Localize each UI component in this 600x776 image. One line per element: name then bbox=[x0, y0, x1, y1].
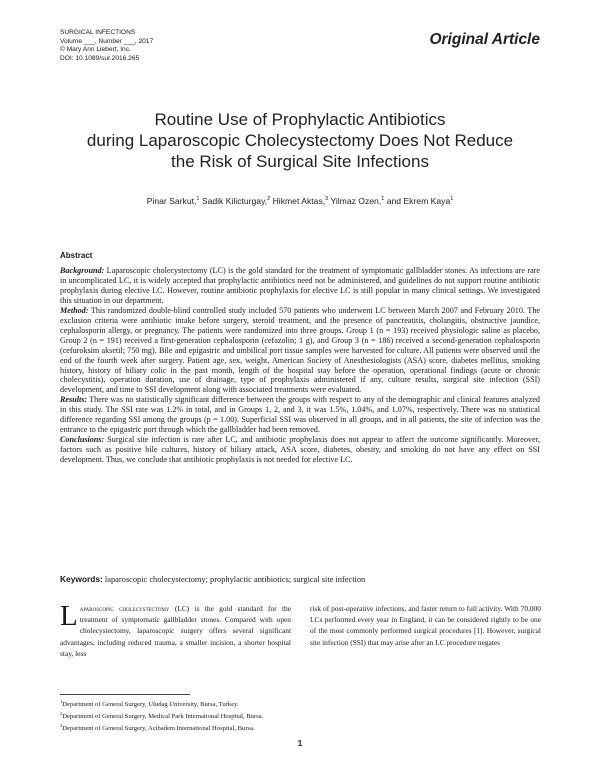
body-column-right bbox=[310, 603, 541, 648]
keywords-label: Keywords: bbox=[60, 574, 103, 584]
footnote: $^1$Department of General Surgery, Uludag University, Bursa, Turkey. bbox=[60, 699, 239, 709]
abstract-method: Method: This randomized double-blind controlled study included 570 patients who underwent LC between March 2007 and February 2010. The exclusion criteria were antibiotic intake before surgery, steroid treatment, and the presence of pancreatitis, cholangitis, obstructive jaundice, cephalosporin allergy, or pregnancy. The patients were randomized into three groups. Group 1 (n = 193) received physiologic saline as placebo, Group 2 (n = 191) received a first-generation cephalosporin (cefazolin; 1 g), and Group 3 (n = 186) received a second-generation cephalosporin (cefuroksim aksetil; 750 mg). Bile and epigastric and umbilical port tissue samples were harvested for culture. All patients were observed until the end of the fourth week after surgery. Patient age, sex, weight, American Society of Anesthesiologists (ASA) score, diabetes mellitus, smoking history, history of biliary colic in the past month, length of the hospital stay before the operation, operational findings (acute or chronic cholecystitis), operation duration, use of drainage, type of prophylaxis administered if any, culture results, surgical site infection (SSI) development, and time to SSI development along with associated treatments were evaluated. bbox=[60, 305, 540, 395]
body-column-left bbox=[60, 600, 291, 659]
lead-smallcaps: aparoscopic cholecystectomy bbox=[79, 604, 170, 613]
author: and Ekrem Kaya$^1$ bbox=[386, 196, 454, 206]
paper-title bbox=[60, 109, 540, 172]
footnote: $^2$Department of General Surgery, Medical Park International Hospital, Bursa. bbox=[60, 710, 264, 720]
doi[interactable]: DOI: 10.1089/sur.2016.265 bbox=[60, 54, 140, 62]
keywords-text: laparoscopic cholecystectomy; prophylactic antibiotics; surgical site infection bbox=[104, 575, 366, 584]
abstract-heading: Abstract bbox=[60, 251, 93, 260]
author: Hikmet Aktas,$^3$ bbox=[272, 196, 329, 206]
abstract bbox=[60, 266, 540, 465]
author: Sadik Kilicturgay,$^2$ bbox=[201, 196, 271, 206]
drop-cap: L bbox=[60, 600, 78, 632]
footnote: $^3$Department of General Surgery, Acibadem International Hospital, Bursa. bbox=[60, 722, 255, 732]
title-line: Routine Use of Prophylactic Antibiotics bbox=[154, 110, 446, 129]
article-type: Original Article bbox=[429, 31, 540, 48]
author: Pinar Sarkut,$^1$ bbox=[146, 196, 200, 206]
copyright: © Mary Ann Liebert, Inc. bbox=[60, 46, 131, 54]
title-line: the Risk of Surgical Site Infections bbox=[171, 152, 429, 171]
footnote-divider bbox=[60, 694, 190, 695]
abstract-results: Results: There was no statistically significant difference between the groups with respect to any of the demographic and clinical features analyzed in this study. The SSI rate was 1.2% in total, and in Groups 1, 2, and 3, it was 1.5%, 1.04%, and 1.07%, respectively. There was no statistical difference regarding SSI among the groups (p = 1.00). Superficial SSI was observed in all groups, and in all patients, the site of infection was the entrance to the epigastric port through which the gallbladder had been removed. bbox=[60, 395, 540, 435]
abstract-background: Background: Laparoscopic cholecystectomy (LC) is the gold standard for the treatment of symptomatic gallbladder stones. As infections are rare in uncomplicated LC, it is widely accepted that prophylactic antibiotics need not be administered, and guidelines do not support routine antibiotic prophylaxis during elective LC. However, routine antibiotic prophylaxis for elective LC is still popular in many clinical settings. We investigated this situation in our department. bbox=[60, 266, 540, 305]
keywords bbox=[60, 574, 540, 584]
body-text: (LC) is the gold standard for the treatment of symptomatic gallbladder stones. Compared with open cholecystectomy, laparoscopic surgery offers several significant advantages, including reduced trauma, a smaller incision, a shorter hospital stay, less bbox=[60, 604, 291, 658]
journal-volume: Volume ___, Number ___, 2017 bbox=[60, 37, 154, 45]
title-line: during Laparoscopic Cholecystectomy Does Not Reduce bbox=[86, 131, 514, 150]
body-text: risk of post-operative infections, and faster return to full activity. With 70,000 LCs performed every year in England, it can be considered rightly to be one of the most commonly performed surgical procedures [1]. However, surgical site infection (SSI) that may arise after an LC procedure negates bbox=[310, 604, 541, 647]
page-number: 1 bbox=[297, 739, 303, 748]
journal-info bbox=[60, 29, 153, 63]
abstract-conclusions: Conclusions: Surgical site infection is rare after LC, and antibiotic prophylaxis does not appear to affect the outcome significantly. Moreover, factors such as positive bile cultures, history of biliary attack, ASA score, diabetes, obesity, and smoking do not have any effect on SSI development. Thus, we conclude that antibiotic prophylaxis is not needed for elective LC. bbox=[60, 435, 541, 465]
affiliations bbox=[60, 698, 263, 733]
author: Yilmaz Ozen,$^1$ bbox=[330, 196, 385, 206]
journal-name: SURGICAL INFECTIONS bbox=[60, 29, 136, 36]
author-list bbox=[60, 196, 540, 206]
